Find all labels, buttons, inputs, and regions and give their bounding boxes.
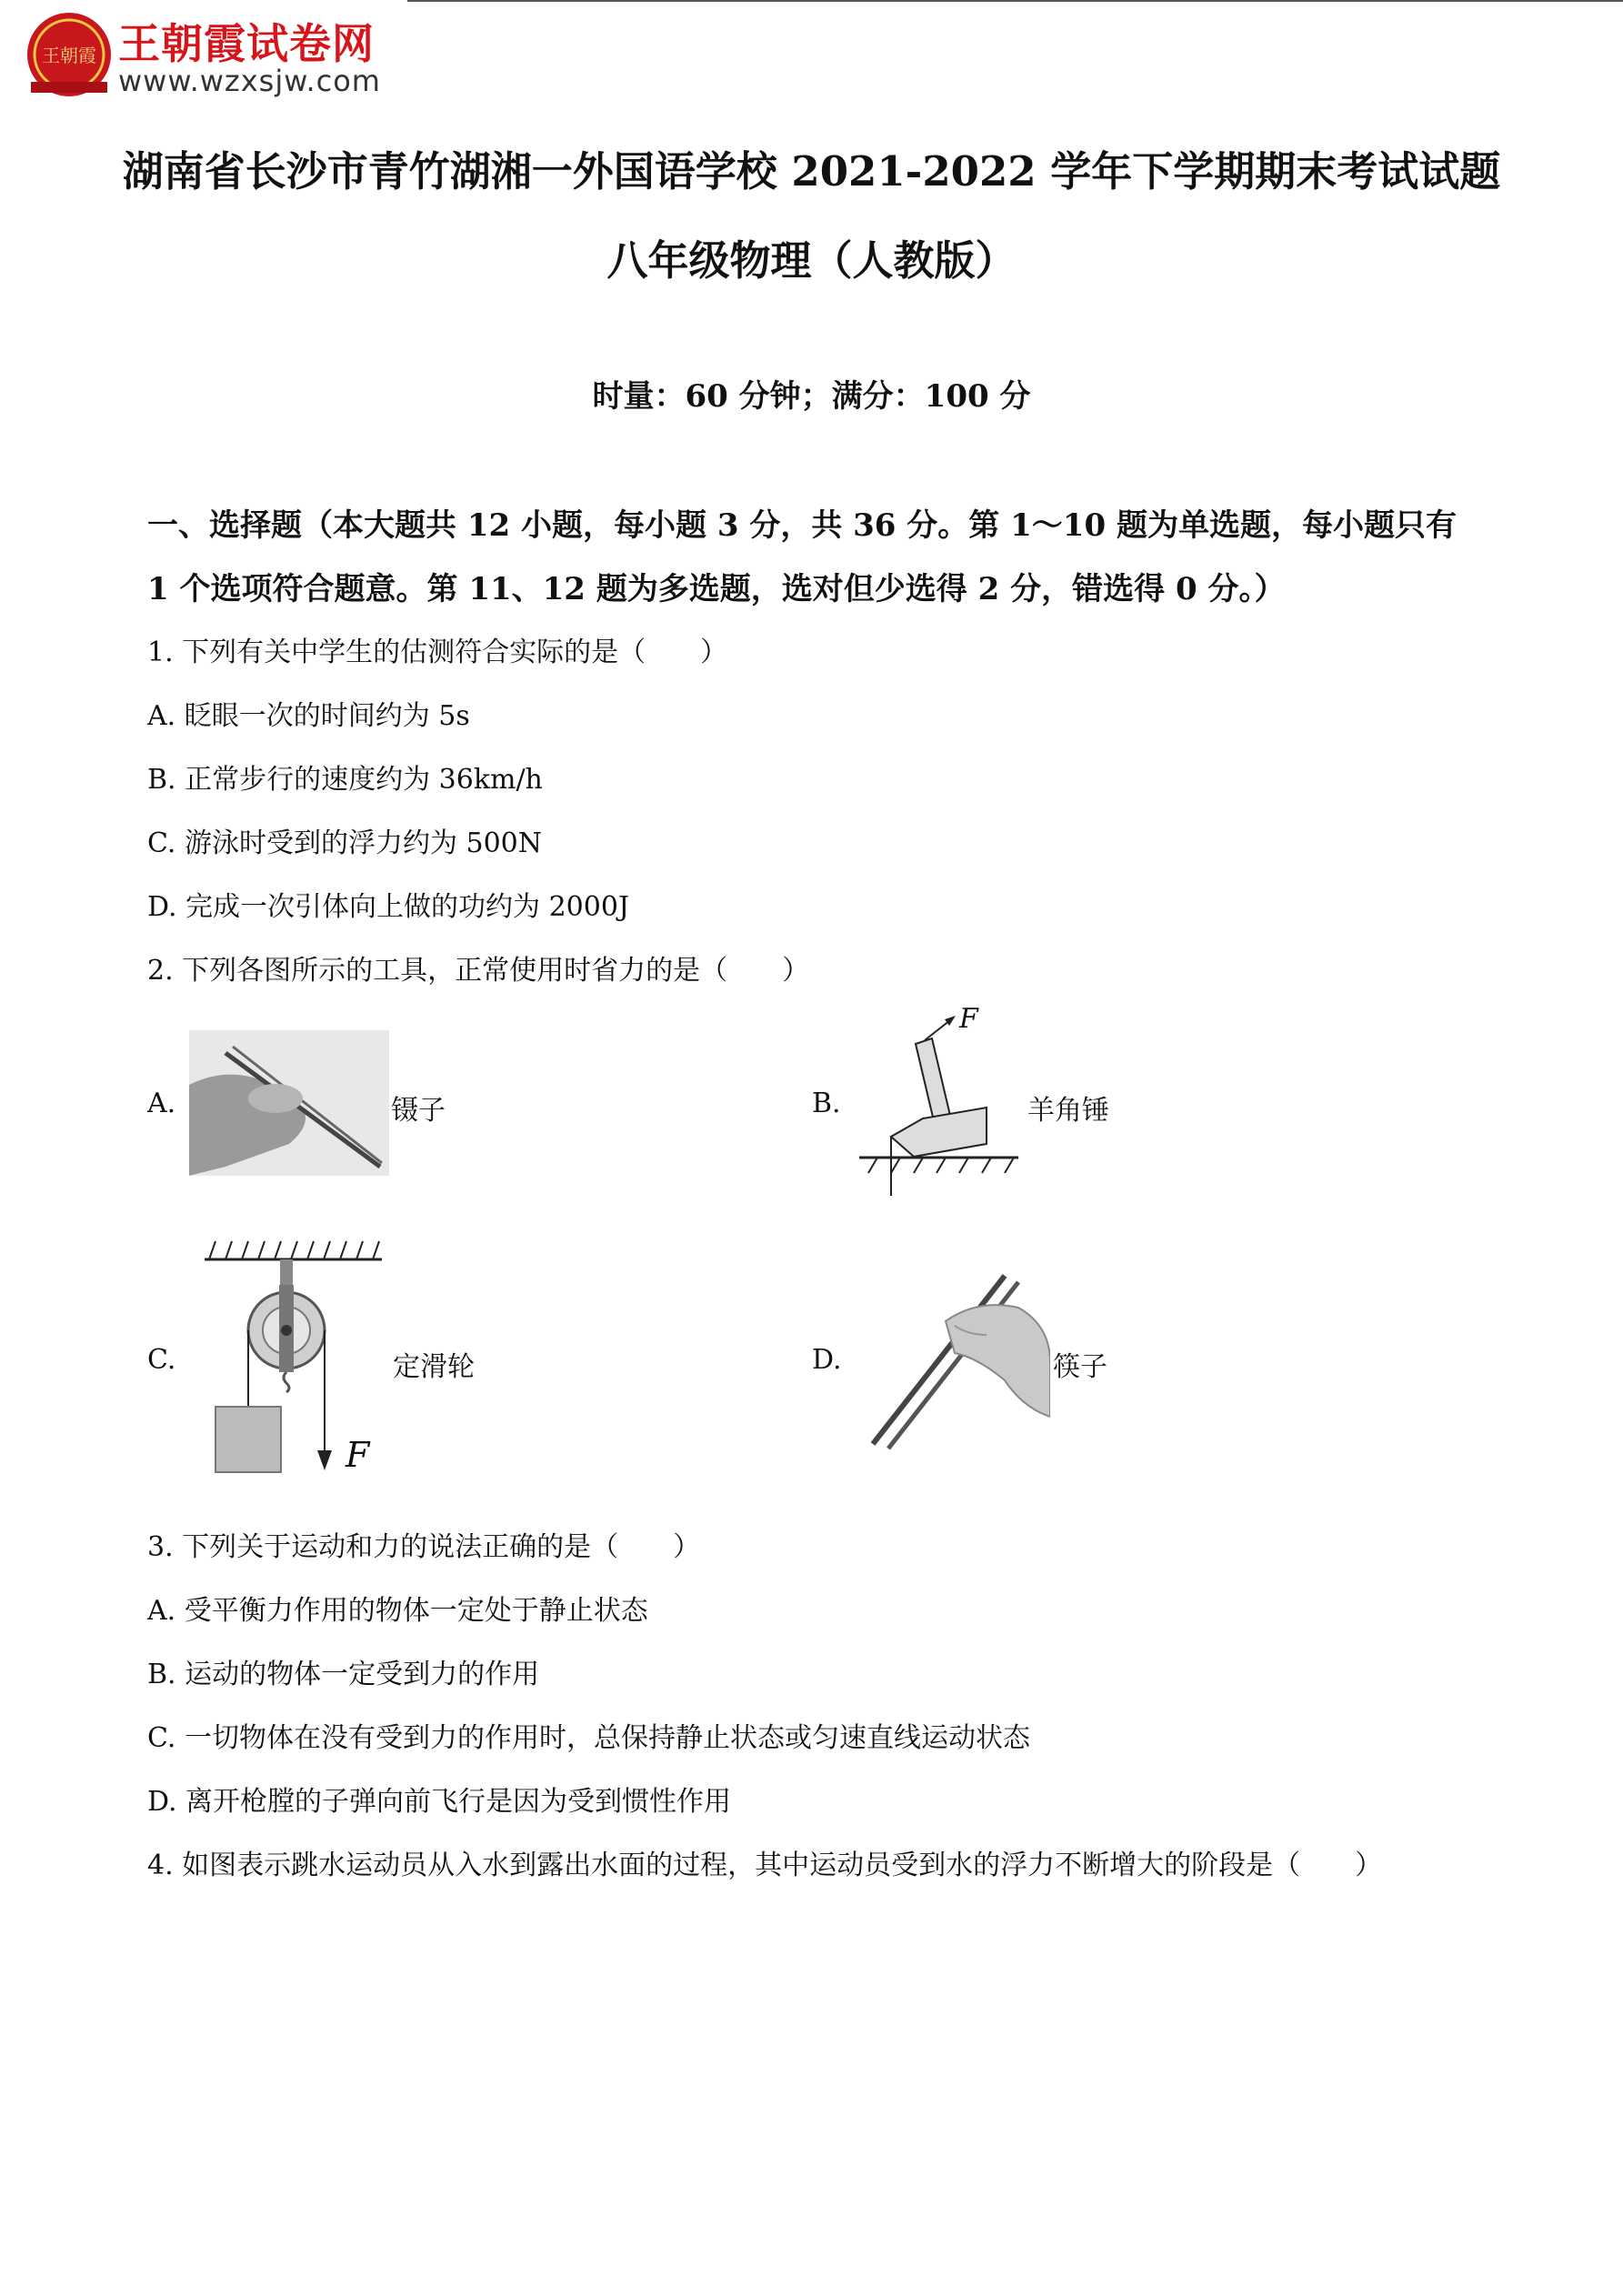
section-heading-line1: 一、选择题（本大题共 12 小题，每小题 3 分，共 36 分。第 1～10 题为单选题，每小题只有 (147, 507, 1457, 544)
q2-option-d-label[interactable]: D. (812, 1344, 842, 1376)
exam-subtitle: 八年级物理（人教版） (606, 236, 1017, 285)
q3-option-b[interactable]: B. 运动的物体一定受到力的作用 (147, 1659, 540, 1690)
q2-option-a-caption: 镊子 (391, 1095, 446, 1127)
q2-option-c-label[interactable]: C. (147, 1344, 176, 1376)
q2-option-d-caption: 筷子 (1053, 1351, 1107, 1383)
q1-option-a[interactable]: A. 眨眼一次的时间约为 5s (147, 700, 470, 732)
chopsticks-image (868, 1271, 1050, 1453)
pulley-force-label: F (346, 1435, 370, 1475)
hammer-force-label: F (959, 1003, 978, 1035)
claw-hammer-diagram (859, 1000, 1023, 1200)
exam-time-info: 时量：60 分钟；满分：100 分 (592, 378, 1031, 415)
site-url[interactable]: www.wzxsjw.com (118, 64, 381, 98)
q1-option-c[interactable]: C. 游泳时受到的浮力约为 500N (147, 827, 543, 859)
q2-option-b-caption: 羊角锤 (1027, 1095, 1109, 1127)
q1-option-d[interactable]: D. 完成一次引体向上做的功约为 2000J (147, 891, 629, 923)
brand-name: 王朝霞试卷网 (118, 19, 375, 68)
logo-text: 王朝霞 (42, 45, 96, 66)
tweezers-image (189, 1030, 389, 1176)
q3-option-a[interactable]: A. 受平衡力作用的物体一定处于静止状态 (147, 1595, 648, 1627)
q4-stem: 4. 如图表示跳水运动员从入水到露出水面的过程，其中运动员受到水的浮力不断增大的阶段是（ ） (147, 1850, 1383, 1881)
section-heading-line2: 1 个选项符合题意。第 11、12 题为多选题，选对但少选得 2 分，错选得 0 分。） (147, 571, 1286, 607)
q3-stem: 3. 下列关于运动和力的说法正确的是（ ） (147, 1531, 701, 1563)
q3-option-d[interactable]: D. 离开枪膛的子弹向前飞行是因为受到惯性作用 (147, 1786, 732, 1818)
q1-option-b[interactable]: B. 正常步行的速度约为 36km/h (147, 764, 543, 796)
q3-option-c[interactable]: C. 一切物体在没有受到力的作用时，总保持静止状态或匀速直线运动状态 (147, 1722, 1030, 1754)
exam-title: 湖南省长沙市青竹湖湘一外国语学校 2021-2022 学年下学期期末考试试题 (122, 147, 1501, 196)
q1-stem: 1. 下列有关中学生的估测符合实际的是（ ） (147, 637, 728, 668)
q2-option-c-caption: 定滑轮 (393, 1351, 475, 1383)
header-rule (407, 0, 1623, 2)
q2-stem: 2. 下列各图所示的工具，正常使用时省力的是（ ） (147, 955, 810, 987)
q2-option-b-label[interactable]: B. (812, 1088, 841, 1119)
fixed-pulley-diagram (195, 1232, 396, 1482)
site-logo (24, 9, 115, 100)
q2-option-a-label[interactable]: A. (147, 1088, 176, 1119)
